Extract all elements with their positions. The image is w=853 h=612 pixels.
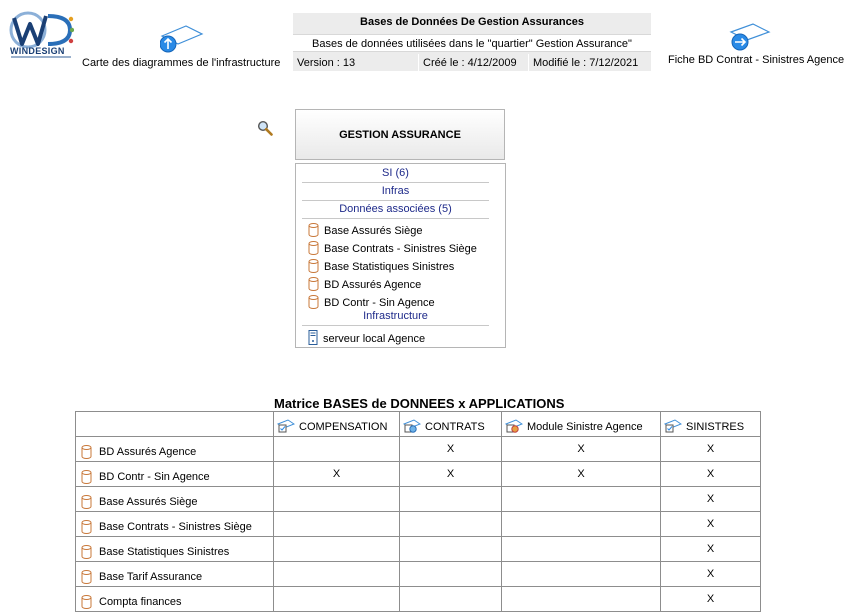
matrix-row-label[interactable] <box>76 537 274 562</box>
database-icon <box>81 545 92 559</box>
column-header-contrats[interactable]: CONTRATS <box>400 412 502 437</box>
matrix-row <box>76 587 761 612</box>
meta-divider <box>418 54 419 71</box>
server-item[interactable] <box>308 327 425 343</box>
row-label-text: Base Assurés Siège <box>99 495 198 508</box>
associated-data-link[interactable]: Données associées (5) <box>339 203 452 215</box>
database-item[interactable] <box>308 292 435 308</box>
matrix-row <box>76 437 761 462</box>
matrix-cell <box>502 587 661 612</box>
version-label: Version : 13 <box>297 57 356 69</box>
up-arrow-icon[interactable] <box>160 24 204 56</box>
database-item[interactable] <box>308 220 422 236</box>
matrix-row <box>76 487 761 512</box>
server-icon <box>308 330 318 345</box>
page-subtitle: Bases de données utilisées dans le "quartier" Gestion Assurance" <box>293 34 651 52</box>
application-module-icon <box>505 419 523 433</box>
created-label: Créé le : 4/12/2009 <box>423 57 517 69</box>
nav-right-label[interactable]: Fiche BD Contrat - Sinistres Agence <box>668 54 845 66</box>
matrix-cell <box>400 512 502 537</box>
matrix-cell: X <box>502 437 661 462</box>
matrix-title: Matrice BASES de DONNEES x APPLICATIONS <box>274 396 565 411</box>
database-icon <box>308 277 319 291</box>
application-icon <box>277 419 295 433</box>
matrix-cell: X <box>661 462 761 487</box>
matrix-row-label[interactable] <box>76 487 274 512</box>
database-item[interactable] <box>308 256 454 272</box>
row-label-text: Base Tarif Assurance <box>99 570 203 583</box>
database-icon <box>308 241 319 255</box>
right-arrow-icon[interactable] <box>729 22 773 54</box>
matrix-cell <box>400 537 502 562</box>
database-icon <box>308 259 319 273</box>
matrix-cell: X <box>661 537 761 562</box>
nav-left-label[interactable]: Carte des diagrammes de l'infrastructure <box>82 57 281 69</box>
column-header-compensation[interactable]: COMPENSATION <box>274 412 400 437</box>
column-header-sinistres[interactable]: SINISTRES <box>661 412 761 437</box>
magnifier-icon[interactable] <box>257 120 273 136</box>
nav-bd-contrat-sheet[interactable] <box>667 22 847 70</box>
row-label-text: Base Statistiques Sinistres <box>99 545 230 558</box>
matrix-row <box>76 537 761 562</box>
matrix-row <box>76 512 761 537</box>
logo-text: WINDESIGN <box>10 46 65 56</box>
database-label: Base Assurés Siège <box>324 225 423 237</box>
matrix-body <box>76 437 761 612</box>
application-icon <box>664 419 682 433</box>
divider <box>302 182 489 183</box>
matrix-cell: X <box>502 462 661 487</box>
matrix-cell <box>274 512 400 537</box>
matrix-cell: X <box>661 562 761 587</box>
column-header-module-sinistre-agence[interactable]: Module Sinistre Agence <box>502 412 661 437</box>
matrix-cell <box>274 562 400 587</box>
matrix-row <box>76 462 761 487</box>
matrix-cell: X <box>661 487 761 512</box>
matrix-cell <box>400 562 502 587</box>
database-icon <box>308 223 319 237</box>
matrix-cell <box>274 487 400 512</box>
matrix-row-label[interactable] <box>76 462 274 487</box>
matrix-cell <box>502 512 661 537</box>
matrix-cell: X <box>661 512 761 537</box>
database-label: Base Statistiques Sinistres <box>324 261 455 273</box>
matrix-corner-cell <box>76 412 274 437</box>
row-label-text: Compta finances <box>99 595 182 608</box>
page-title: Bases de Données De Gestion Assurances <box>360 16 584 28</box>
database-label: BD Contr - Sin Agence <box>324 297 435 309</box>
matrix-cell <box>502 537 661 562</box>
matrix-cell <box>274 587 400 612</box>
domain-title-box[interactable]: GESTION ASSURANCE <box>295 109 505 160</box>
matrix-cell: X <box>274 462 400 487</box>
meta-divider <box>528 54 529 71</box>
nav-infrastructure-map[interactable] <box>82 24 282 72</box>
matrix-row <box>76 562 761 587</box>
matrix-row-label[interactable] <box>76 437 274 462</box>
matrix-row-label[interactable] <box>76 562 274 587</box>
modified-label: Modifié le : 7/12/2021 <box>533 57 639 69</box>
database-icon <box>81 495 92 509</box>
matrix-cell <box>502 487 661 512</box>
logo-tagline <box>11 56 71 58</box>
matrix-cell: X <box>400 437 502 462</box>
matrix-row-label[interactable] <box>76 587 274 612</box>
matrix-cell <box>502 562 661 587</box>
row-label-text: Base Contrats - Sinistres Siège <box>99 520 252 533</box>
divider <box>302 325 489 326</box>
matrix-cell <box>274 437 400 462</box>
database-icon <box>81 445 92 459</box>
server-label: serveur local Agence <box>323 333 426 345</box>
database-item[interactable] <box>308 274 421 290</box>
row-label-text: BD Contr - Sin Agence <box>99 470 210 483</box>
matrix-cell: X <box>661 437 761 462</box>
divider <box>302 218 489 219</box>
si-count-link[interactable]: SI (6) <box>382 167 409 179</box>
infras-link[interactable]: Infras <box>381 185 410 197</box>
database-icon <box>81 570 92 584</box>
matrix-row-label[interactable] <box>76 512 274 537</box>
matrix-header-row <box>76 412 761 437</box>
matrix-cell: X <box>400 462 502 487</box>
row-label-text: BD Assurés Agence <box>99 445 197 458</box>
infrastructure-link[interactable]: Infrastructure <box>363 310 428 322</box>
database-icon <box>81 470 92 484</box>
database-icon <box>308 295 319 309</box>
divider <box>302 200 489 201</box>
database-item[interactable] <box>308 238 477 254</box>
application-web-icon <box>403 419 421 433</box>
matrix-cell: X <box>661 587 761 612</box>
matrix-cell <box>274 537 400 562</box>
database-icon <box>81 595 92 609</box>
database-label: Base Contrats - Sinistres Siège <box>324 243 477 255</box>
databases-applications-matrix <box>75 411 761 612</box>
page-header <box>293 13 651 71</box>
database-label: BD Assurés Agence <box>324 279 422 291</box>
domain-details-panel <box>295 163 506 348</box>
matrix-cell <box>400 587 502 612</box>
matrix-cell <box>400 487 502 512</box>
database-icon <box>81 520 92 534</box>
